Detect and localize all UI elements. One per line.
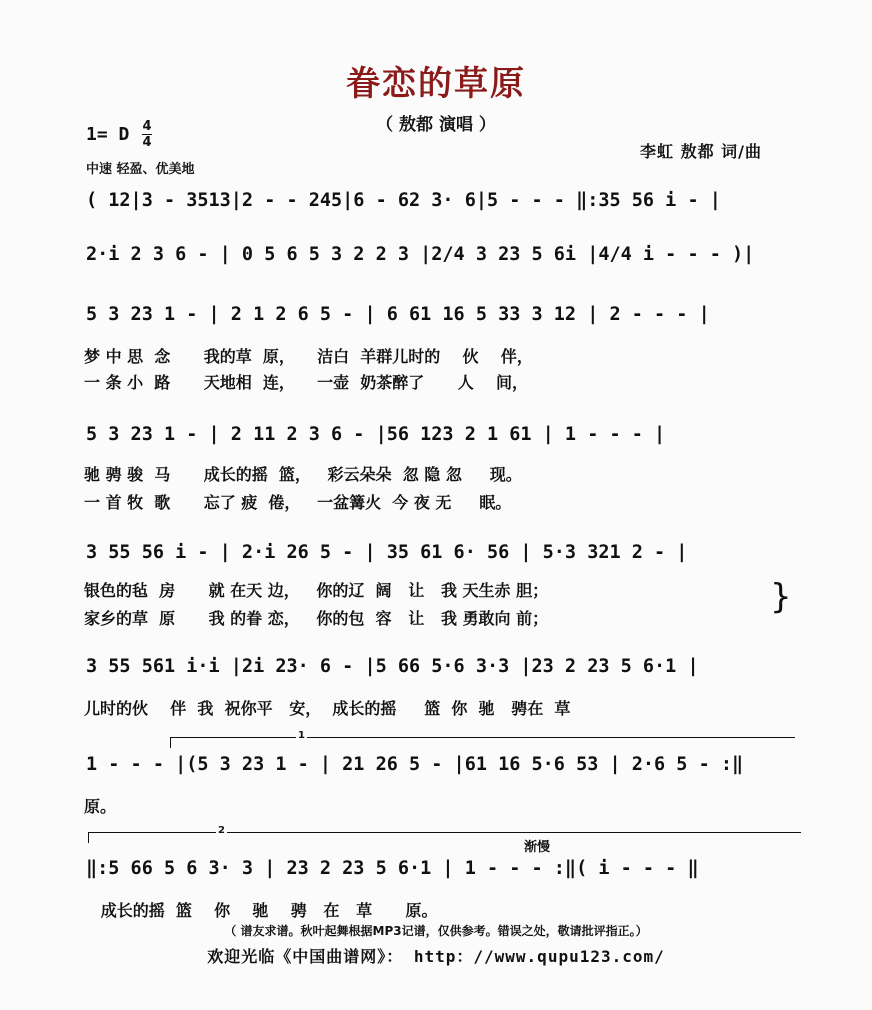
time-signature-top: 4 (142, 119, 152, 134)
time-signature-bottom: 4 (142, 135, 152, 150)
footnote: （ 谱友求谱。秋叶起舞根据MP3记谱，仅供参考。错误之处，敬请批评指正。） (224, 924, 648, 938)
composer-credit: 李虹 敖都 词/曲 (640, 142, 762, 161)
tempo-change-ritardando: 渐慢 (524, 840, 551, 855)
volta-label-1: 1 (298, 730, 305, 741)
lyric-chorus-2: 家乡的草 原 我 的眷 恋， 你的包 容 让 我 勇敢向 前； (84, 609, 549, 628)
website-credit: 欢迎光临《中国曲谱网》： http：//www.qupu123.com/ (207, 947, 665, 966)
notation-line-6: 3 55 561 i·i |2i 23· 6 - |5 66 5·6 3·3 |23 2 23 5 6·1 | (86, 656, 699, 677)
lyric-chorus-1: 银色的毡 房 就 在天 边， 你的辽 阔 让 我 天生赤 胆； (84, 581, 549, 600)
time-signature (142, 120, 152, 149)
volta-label-2: 2 (218, 825, 225, 836)
lyric-verse-b-1: 驰 骋 骏 马 成长的摇 篮， 彩云朵朵 忽 隐 忽 现。 (84, 465, 522, 484)
lyric-verse-b-2: 一 首 牧 歌 忘了 疲 倦， 一盆篝火 今 夜 无 眠。 (84, 493, 512, 512)
volta-bracket-2 (88, 832, 801, 843)
song-title: 眷恋的草原 (346, 64, 526, 104)
notation-line-7: 1 - - - |(5 3 23 1 - | 21 26 5 - |61 16 5·6 53 | 2·6 5 - :‖ (86, 754, 744, 775)
lyric-ending-1: 原。 (84, 797, 117, 816)
notation-line-8: ‖:5 66 5 6 3· 3 | 23 2 23 5 6·1 | 1 - - - :‖( i - - - ‖ (86, 858, 699, 879)
notation-line-2: 2·i 2 3 6 - | 0 5 6 5 3 2 2 3 |2/4 3 23 5 6i |4/4 i - - - )| (86, 244, 755, 265)
lyric-chorus-3: 儿时的伙 伴 我 祝你平 安， 成长的摇 篮 你 驰 骋在 草 (84, 699, 571, 718)
notation-line-4: 5 3 23 1 - | 2 11 2 3 6 - |56 123 2 1 61 | 1 - - - | (86, 424, 666, 445)
key-signature: 1= D (86, 124, 130, 145)
volta-bracket-1 (170, 737, 795, 748)
lyric-ending-2: 成长的摇 篮 你 驰 骋 在 草 原。 (84, 901, 438, 920)
lyric-verse-a-1: 梦 中 思 念 我的草 原， 洁白 羊群儿时的 伙 伴， (84, 347, 533, 366)
tempo-marking: 中速 轻盈、优美地 (86, 162, 195, 177)
notation-line-3: 5 3 23 1 - | 2 1 2 6 5 - | 6 61 16 5 33 3 12 | 2 - - - | (86, 304, 710, 325)
performer-subtitle: （ 敖都 演唱 ） (376, 115, 496, 135)
lyric-brace: } (770, 577, 792, 617)
notation-line-5: 3 55 56 i - | 2·i 26 5 - | 35 61 6· 56 | 5·3 321 2 - | (86, 542, 688, 563)
lyric-verse-a-2: 一 条 小 路 天地相 连， 一壶 奶茶醉了 人 间， (84, 373, 528, 392)
notation-line-1: ( 12|3 - 3513|2 - - 245|6 - 62 3· 6|5 - - - ‖:35 56 i - | (86, 190, 721, 211)
